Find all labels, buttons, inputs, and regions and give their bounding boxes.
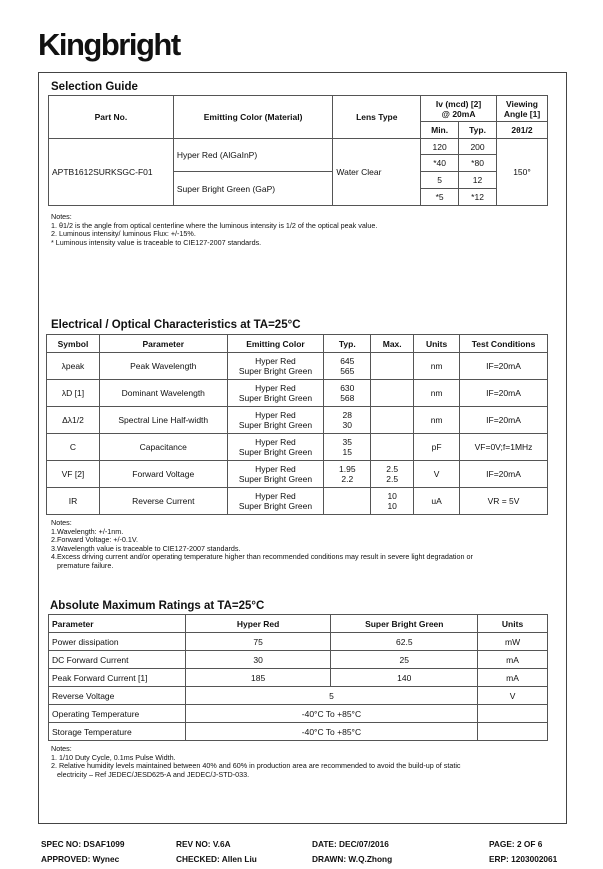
parameter-cell: DC Forward Current — [49, 651, 186, 669]
part-number: APTB1612SURKSGC-F01 — [49, 139, 174, 206]
col-hyper-red: Hyper Red — [185, 615, 331, 633]
test-condition-cell: IF=20mA — [460, 461, 548, 488]
col-parameter: Parameter — [49, 615, 186, 633]
col-lens-type: Lens Type — [333, 96, 421, 139]
col-super-bright-green: Super Bright Green — [331, 615, 478, 633]
col-parameter: Parameter — [99, 335, 227, 353]
max-cell — [371, 380, 414, 407]
parameter-cell: Storage Temperature — [49, 723, 186, 741]
selection-guide-table — [48, 95, 548, 206]
units-cell: uA — [414, 488, 460, 515]
date: DATE: DEC/07/2016 — [312, 839, 389, 849]
units-cell: V — [414, 461, 460, 488]
lens-type: Water Clear — [333, 139, 421, 206]
iv-min: 5 — [421, 172, 459, 189]
typ-cell: 35 15 — [324, 434, 371, 461]
color-hyper-red: Hyper Red (AlGaInP) — [173, 139, 333, 172]
test-condition-cell: VR = 5V — [460, 488, 548, 515]
typ-cell: 1.95 2.2 — [324, 461, 371, 488]
drawn-by: DRAWN: W.Q.Zhong — [312, 854, 393, 864]
table-row — [49, 705, 548, 723]
col-emitting-color: Emitting Color (Material) — [173, 96, 333, 139]
parameter-cell: Power dissipation — [49, 633, 186, 651]
emitting-color-cell: Hyper Red Super Bright Green — [227, 488, 324, 515]
iv-typ: 12 — [459, 172, 497, 189]
table-row — [47, 461, 548, 488]
electrical-title: Electrical / Optical Characteristics at TA=25°C — [51, 319, 301, 331]
table-row — [47, 434, 548, 461]
units-cell: V — [478, 687, 548, 705]
units-cell: nm — [414, 380, 460, 407]
approved-by: APPROVED: Wynec — [41, 854, 120, 864]
emitting-color-cell: Hyper Red Super Bright Green — [227, 434, 324, 461]
iv-typ: *80 — [459, 155, 497, 172]
parameter-cell: Reverse Current — [99, 488, 227, 515]
parameter-cell: Peak Wavelength — [99, 353, 227, 380]
table-row — [47, 488, 548, 515]
spec-number: SPEC NO: DSAF1099 — [41, 839, 125, 849]
viewing-angle: 150° — [497, 139, 548, 206]
typ-cell: 28 30 — [324, 407, 371, 434]
parameter-cell: Spectral Line Half-width — [99, 407, 227, 434]
max-cell: 2.5 2.5 — [371, 461, 414, 488]
symbol-cell: IR — [47, 488, 100, 515]
col-iv: Iv (mcd) [2] @ 20mA — [421, 96, 497, 122]
col-symbol: Symbol — [47, 335, 100, 353]
kingbright-logo: Kingbright — [38, 27, 180, 62]
parameter-cell: Capacitance — [99, 434, 227, 461]
super-bright-green-cell: 25 — [331, 651, 478, 669]
col-max: Max. — [371, 335, 414, 353]
col-min: Min. — [421, 122, 459, 139]
table-row — [49, 633, 548, 651]
typ-cell: 630 568 — [324, 380, 371, 407]
units-cell: mW — [478, 633, 548, 651]
iv-typ: 200 — [459, 139, 497, 155]
table-row — [49, 651, 548, 669]
test-condition-cell: IF=20mA — [460, 407, 548, 434]
iv-min: 120 — [421, 139, 459, 155]
symbol-cell: Δλ1/2 — [47, 407, 100, 434]
symbol-cell: λD [1] — [47, 380, 100, 407]
rev-number: REV NO: V.6A — [176, 839, 231, 849]
col-typ: Typ. — [459, 122, 497, 139]
table-row — [49, 687, 548, 705]
max-cell — [371, 407, 414, 434]
super-bright-green-cell: 140 — [331, 669, 478, 687]
test-condition-cell: IF=20mA — [460, 380, 548, 407]
selection-notes: Notes: 1. θ1/2 is the angle from optical centerline where the luminous intensity is 1/2 of the optical peak value. 2. Luminous intensity/ luminous Flux: +/-15%. * Luminous intensity value is traceable to CIE127-2007 standards. — [51, 212, 378, 247]
typ-cell — [324, 488, 371, 515]
symbol-cell: VF [2] — [47, 461, 100, 488]
iv-min: *5 — [421, 189, 459, 206]
parameter-cell: Peak Forward Current [1] — [49, 669, 186, 687]
checked-by: CHECKED: Allen Liu — [176, 854, 257, 864]
parameter-cell: Dominant Wavelength — [99, 380, 227, 407]
units-cell: nm — [414, 353, 460, 380]
max-cell: 10 10 — [371, 488, 414, 515]
value-cell: 5 — [185, 687, 477, 705]
units-cell: nm — [414, 407, 460, 434]
units-cell: pF — [414, 434, 460, 461]
table-row — [47, 407, 548, 434]
units-cell: mA — [478, 669, 548, 687]
emitting-color-cell: Hyper Red Super Bright Green — [227, 407, 324, 434]
test-condition-cell: IF=20mA — [460, 353, 548, 380]
super-bright-green-cell: 62.5 — [331, 633, 478, 651]
electrical-table — [46, 334, 548, 515]
iv-typ: *12 — [459, 189, 497, 206]
absolute-title: Absolute Maximum Ratings at TA=25°C — [50, 600, 265, 612]
parameter-cell: Reverse Voltage — [49, 687, 186, 705]
absolute-ratings-table — [48, 614, 548, 741]
absolute-notes: Notes: 1. 1/10 Duty Cycle, 0.1ms Pulse Width. 2. Relative humidity levels maintained between 40% and 60% in production area are recommended to avoid the build-up of static electricity – Ref JEDEC/JESD625-A and JEDEC/J-STD-033. — [51, 744, 461, 779]
electrical-notes: Notes: 1.Wavelength: +/-1nm. 2.Forward Voltage: +/-0.1V. 3.Wavelength value is traceable to CIE127-2007 standards. 4.Excess driving current and/or operating temperature higher than recommended conditions may result in severe light degradation or premature failure. — [51, 518, 473, 570]
page-number: PAGE: 2 OF 6 — [489, 839, 543, 849]
symbol-cell: λpeak — [47, 353, 100, 380]
col-angle-sub: 2θ1/2 — [497, 122, 548, 139]
color-super-bright-green: Super Bright Green (GaP) — [173, 172, 333, 206]
col-typ: Typ. — [324, 335, 371, 353]
value-cell: -40°C To +85°C — [185, 705, 477, 723]
typ-cell: 645 565 — [324, 353, 371, 380]
selection-guide-title: Selection Guide — [51, 81, 138, 93]
symbol-cell: C — [47, 434, 100, 461]
hyper-red-cell: 30 — [185, 651, 331, 669]
col-units: Units — [478, 615, 548, 633]
hyper-red-cell: 185 — [185, 669, 331, 687]
col-emitting-color: Emitting Color — [227, 335, 324, 353]
test-condition-cell: VF=0V;f=1MHz — [460, 434, 548, 461]
units-cell: mA — [478, 651, 548, 669]
col-part-no: Part No. — [49, 96, 174, 139]
units-cell — [478, 723, 548, 741]
parameter-cell: Operating Temperature — [49, 705, 186, 723]
max-cell — [371, 353, 414, 380]
parameter-cell: Forward Voltage — [99, 461, 227, 488]
erp-number: ERP: 1203002061 — [489, 854, 558, 864]
col-viewing-angle: Viewing Angle [1] — [497, 96, 548, 122]
iv-min: *40 — [421, 155, 459, 172]
table-row — [47, 353, 548, 380]
col-test-conditions: Test Conditions — [460, 335, 548, 353]
max-cell — [371, 434, 414, 461]
hyper-red-cell: 75 — [185, 633, 331, 651]
emitting-color-cell: Hyper Red Super Bright Green — [227, 380, 324, 407]
col-units: Units — [414, 335, 460, 353]
table-row — [47, 380, 548, 407]
units-cell — [478, 705, 548, 723]
table-row — [49, 669, 548, 687]
emitting-color-cell: Hyper Red Super Bright Green — [227, 353, 324, 380]
table-row — [49, 723, 548, 741]
emitting-color-cell: Hyper Red Super Bright Green — [227, 461, 324, 488]
value-cell: -40°C To +85°C — [185, 723, 477, 741]
